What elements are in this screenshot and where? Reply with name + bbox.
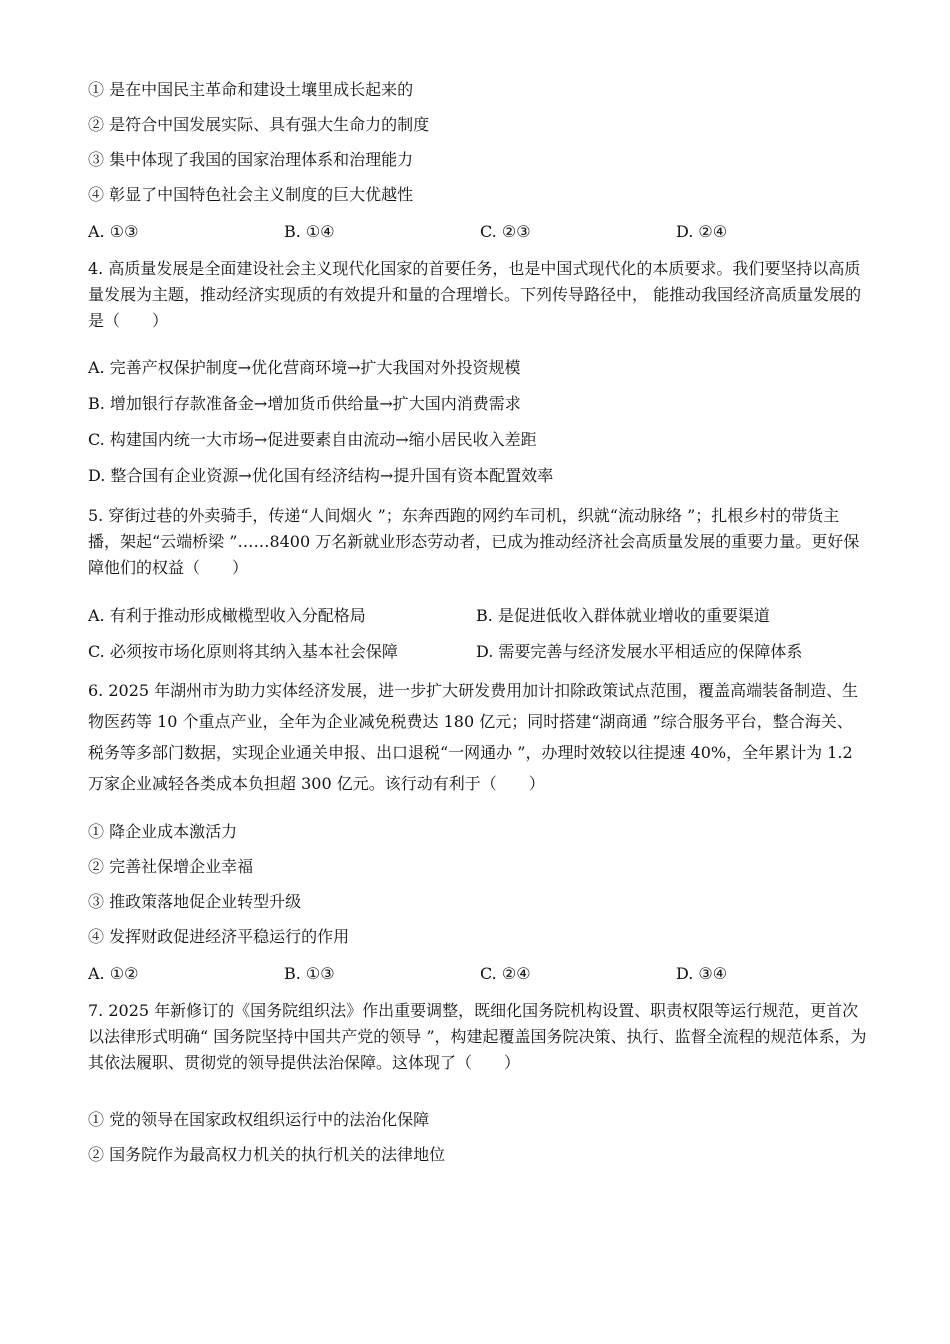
q6-option-d[interactable]: D. ③④ (676, 964, 728, 983)
q6-item-3: ③ 推政策落地促企业转型升级 (88, 892, 302, 911)
q3-item-4: ④ 彰显了中国特色社会主义制度的巨大优越性 (88, 185, 414, 204)
q3-options (88, 222, 888, 242)
q4-option-b[interactable]: B. 增加银行存款准备金→增加货币供给量→扩大国内消费需求 (88, 394, 521, 413)
q5-option-d[interactable]: D. 需要完善与经济发展水平相适应的保障体系 (476, 642, 803, 661)
q6-item-2: ② 完善社保增企业幸福 (88, 857, 254, 876)
q3-item-2: ② 是符合中国发展实际、具有强大生命力的制度 (88, 115, 430, 134)
q5-options-row-2 (88, 642, 868, 662)
q6-item-4: ④ 发挥财政促进经济平稳运行的作用 (88, 927, 350, 946)
q6-option-b[interactable]: B. ①③ (284, 964, 335, 983)
q7-item-2: ② 国务院作为最高权力机关的执行机关的法律地位 (88, 1145, 446, 1164)
q6-options (88, 964, 888, 984)
q4-option-d[interactable]: D. 整合国有企业资源→优化国有经济结构→提升国有资本配置效率 (88, 466, 554, 485)
q6-option-c[interactable]: C. ②④ (480, 964, 531, 983)
q5-option-b[interactable]: B. 是促进低收入群体就业增收的重要渠道 (476, 606, 770, 625)
q4-option-a[interactable]: A. 完善产权保护制度→优化营商环境→扩大我国对外投资规模 (88, 358, 521, 377)
q7-stem: 7. 2025 年新修订的《国务院组织法》作出重要调整，既细化国务院机构设置、职责权限等运行规范，更首次以法律形式明确“ 国务院坚持中国共产党的领导 ”，构建起覆盖国务院决策、执行、监督全流程的规范体系，为其依法履职、贯彻党的领导提供法治保障。这体现了（ ） (88, 1001, 867, 1072)
q3-option-d[interactable]: D. ②④ (676, 222, 728, 241)
q5-option-c[interactable]: C. 必须按市场化原则将其纳入基本社会保障 (88, 642, 398, 661)
q3-item-1: ① 是在中国民主革命和建设土壤里成长起来的 (88, 80, 414, 99)
q6-item-1: ① 降企业成本激活力 (88, 822, 238, 841)
q3-item-3: ③ 集中体现了我国的国家治理体系和治理能力 (88, 150, 414, 169)
q3-option-c[interactable]: C. ②③ (480, 222, 531, 241)
q7-item-1: ① 党的领导在国家政权组织运行中的法治化保障 (88, 1110, 430, 1129)
q3-option-a[interactable]: A. ①③ (88, 222, 139, 241)
q4-option-c[interactable]: C. 构建国内统一大市场→促进要素自由流动→缩小居民收入差距 (88, 430, 537, 449)
q6-option-a[interactable]: A. ①② (88, 964, 139, 983)
q5-options-row-1 (88, 606, 868, 626)
q4-stem: 4. 高质量发展是全面建设社会主义现代化国家的首要任务，也是中国式现代化的本质要求。我们要坚持以高质量发展为主题，推动经济实现质的有效提升和量的合理增长。下列传导路径中， 能推动我国经济高质量发展的是（ ） (88, 259, 862, 330)
q6-stem: 6. 2025 年湖州市为助力实体经济发展，进一步扩大研发费用加计扣除政策试点范围，覆盖高端装备制造、生物医药等 10 个重点产业，全年为企业减免税费达 180 亿元；同时搭建“湖商通 ”综合服务平台，整合海关、税务等多部门数据，实现企业通关申报、出口退税“一网通办 ”，办理时效较以往提速 40%，全年累计为 1.2 万家企业减轻各类成本负担超 300 亿元。该行动有利于（ ） (88, 681, 859, 793)
q5-stem: 5. 穿街过巷的外卖骑手，传递“人间烟火 ”；东奔西跑的网约车司机，织就“流动脉络 ”；扎根乡村的带货主播，架起“云端桥梁 ”……8400 万名新就业形态劳动者，已成为推动经济社会高质量发展的重要力量。更好保障他们的权益（ ） (88, 506, 860, 577)
q5-option-a[interactable]: A. 有利于推动形成橄榄型收入分配格局 (88, 606, 366, 625)
q3-option-b[interactable]: B. ①④ (284, 222, 335, 241)
